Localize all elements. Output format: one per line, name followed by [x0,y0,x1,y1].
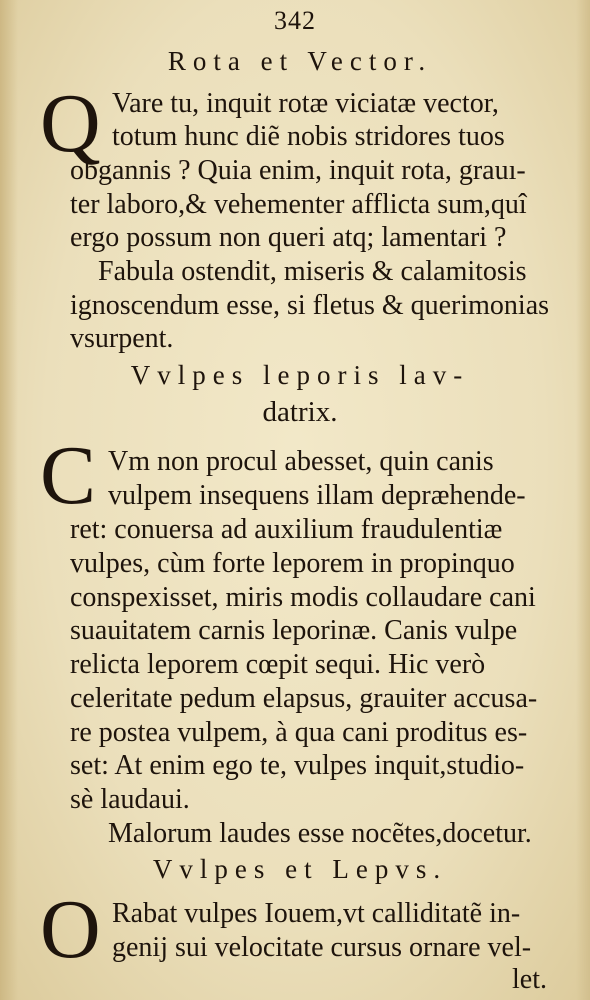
text-line: let. [512,964,547,995]
fable-title-rota-et-vector: Rota et Vector. [167,46,433,76]
text-line: Fabula ostendit, miseris & calamitosis [98,256,527,287]
text-line: ret: conuersa ad auxilium fraudulentiæ [70,514,503,545]
text-line: obgannis ? Quia enim, inquit rota, grauı- [70,155,526,186]
text-line: re postea vulpem, à qua cani proditus es- [70,717,528,748]
text-line: Vm non procul abesset, quin canis [108,446,494,477]
text-line: suauitatem carnis leporinæ. Canis vulpe [70,615,518,646]
drop-cap-q: Q [40,77,101,170]
page-number: 342 [274,6,316,35]
text-line: ignoscendum esse, si fletus & querimonias [70,290,550,321]
text-line: Malorum laudes esse nocẽtes,docetur. [108,818,532,849]
text-line: ergo possum non queri atq; lamentari ? [70,222,507,253]
drop-cap-o: O [40,883,101,976]
drop-cap-c: C [40,429,97,522]
page-edge-left [0,0,18,1000]
fable-title-vulpes-et-lepus: Vvlpes et Lepvs. [152,854,448,884]
fable-title-continued: datrix. [262,396,338,428]
text-line: vulpem insequens illam depræhende- [108,480,526,511]
text-line: genij sui velocitate cursus ornare vel- [112,932,532,963]
text-line: totum hunc diẽ nobis stridores tuos [112,121,505,152]
text-line: relicta leporem cœpit sequi. Hic verò [70,649,486,680]
text-line: vsurpent. [70,323,174,354]
text-line: ter laboro,& vehementer afflicta sum,quî [70,189,527,220]
text-line: sè laudaui. [70,784,190,815]
text-line: set: At enim ego te, vulpes inquit,studio- [70,750,525,781]
text-line: conspexisset, miris modis collaudare cani [70,582,536,613]
text-line: celeritate pedum elapsus, grauiter accusa- [70,683,538,714]
text-line: Vare tu, inquit rotæ viciatæ vector, [112,88,499,119]
page-edge-right [576,0,590,1000]
text-line: vulpes, cùm forte leporem in propinquo [70,548,515,579]
fable-title-vulpes-leporis: Vvlpes leporis lav- [130,360,470,390]
text-line: Rabat vulpes Iouem,vt calliditatẽ in- [112,898,521,929]
